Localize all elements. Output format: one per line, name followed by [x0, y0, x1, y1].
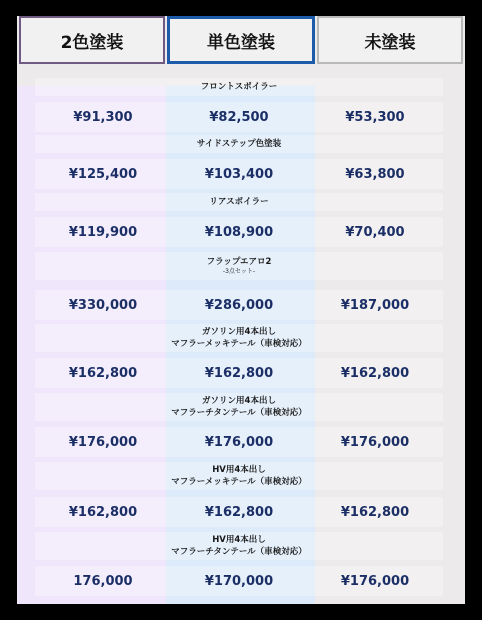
price-row: [35, 566, 443, 596]
header-single-color[interactable]: 単色塗装: [167, 16, 315, 64]
item-label: フロントスポイラー: [200, 82, 278, 92]
price-single-color: ¥176,000: [204, 434, 274, 450]
price-row: [35, 427, 443, 457]
item-label-row: [35, 462, 443, 490]
price-single-color: ¥82,500: [209, 109, 269, 125]
item-label: マフラーチタンテール（車検対応）: [171, 408, 307, 418]
price-table: [17, 16, 465, 604]
item-label: サイドステップ色塗装: [196, 139, 282, 149]
price-unpainted: ¥162,800: [340, 365, 410, 381]
price-single-color: ¥162,800: [204, 365, 274, 381]
price-row: [35, 217, 443, 247]
price-single-color: ¥170,000: [204, 573, 274, 589]
item-label: マフラーメッキテール（車検対応）: [171, 477, 307, 487]
item-label-row: [35, 78, 443, 96]
price-unpainted: ¥187,000: [340, 297, 410, 313]
item-label: フラップエアロ2: [206, 257, 272, 267]
item-label: HV用4本出し: [212, 535, 266, 545]
item-label-row: [35, 193, 443, 211]
item-label-row: [35, 324, 443, 352]
item-label-row: [35, 135, 443, 153]
price-two-tone: ¥91,300: [73, 109, 133, 125]
price-two-tone: ¥176,000: [68, 434, 138, 450]
price-unpainted: ¥63,800: [345, 166, 405, 182]
price-unpainted: ¥70,400: [345, 224, 405, 240]
price-unpainted: ¥53,300: [345, 109, 405, 125]
item-label: HV用4本出し: [212, 465, 266, 475]
header-unpainted[interactable]: 未塗装: [317, 16, 463, 64]
price-single-color: ¥162,800: [204, 504, 274, 520]
price-two-tone: ¥162,800: [68, 504, 138, 520]
item-sublabel: -3点セット-: [222, 268, 256, 275]
item-label: リアスポイラー: [209, 197, 269, 207]
item-label: マフラーチタンテール（車検対応）: [171, 547, 307, 557]
price-row: [35, 290, 443, 320]
price-unpainted: ¥176,000: [340, 573, 410, 589]
item-label-row: [35, 393, 443, 421]
price-unpainted: ¥162,800: [340, 504, 410, 520]
header-two-tone[interactable]: 2色塗装: [19, 16, 165, 64]
price-row: [35, 497, 443, 527]
price-two-tone: ¥162,800: [68, 365, 138, 381]
price-two-tone: ¥125,400: [68, 166, 138, 182]
price-two-tone: 176,000: [73, 573, 133, 589]
price-unpainted: ¥176,000: [340, 434, 410, 450]
item-label: ガソリン用4本出し: [202, 396, 276, 406]
price-single-color: ¥108,900: [204, 224, 274, 240]
price-two-tone: ¥330,000: [68, 297, 138, 313]
item-label-row: [35, 252, 443, 280]
price-single-color: ¥103,400: [204, 166, 274, 182]
price-two-tone: ¥119,900: [68, 224, 138, 240]
price-row: [35, 358, 443, 388]
price-row: [35, 159, 443, 189]
item-label-row: [35, 532, 443, 560]
price-row: [35, 102, 443, 132]
item-label: マフラーメッキテール（車検対応）: [171, 339, 307, 349]
item-label: ガソリン用4本出し: [202, 327, 276, 337]
price-single-color: ¥286,000: [204, 297, 274, 313]
